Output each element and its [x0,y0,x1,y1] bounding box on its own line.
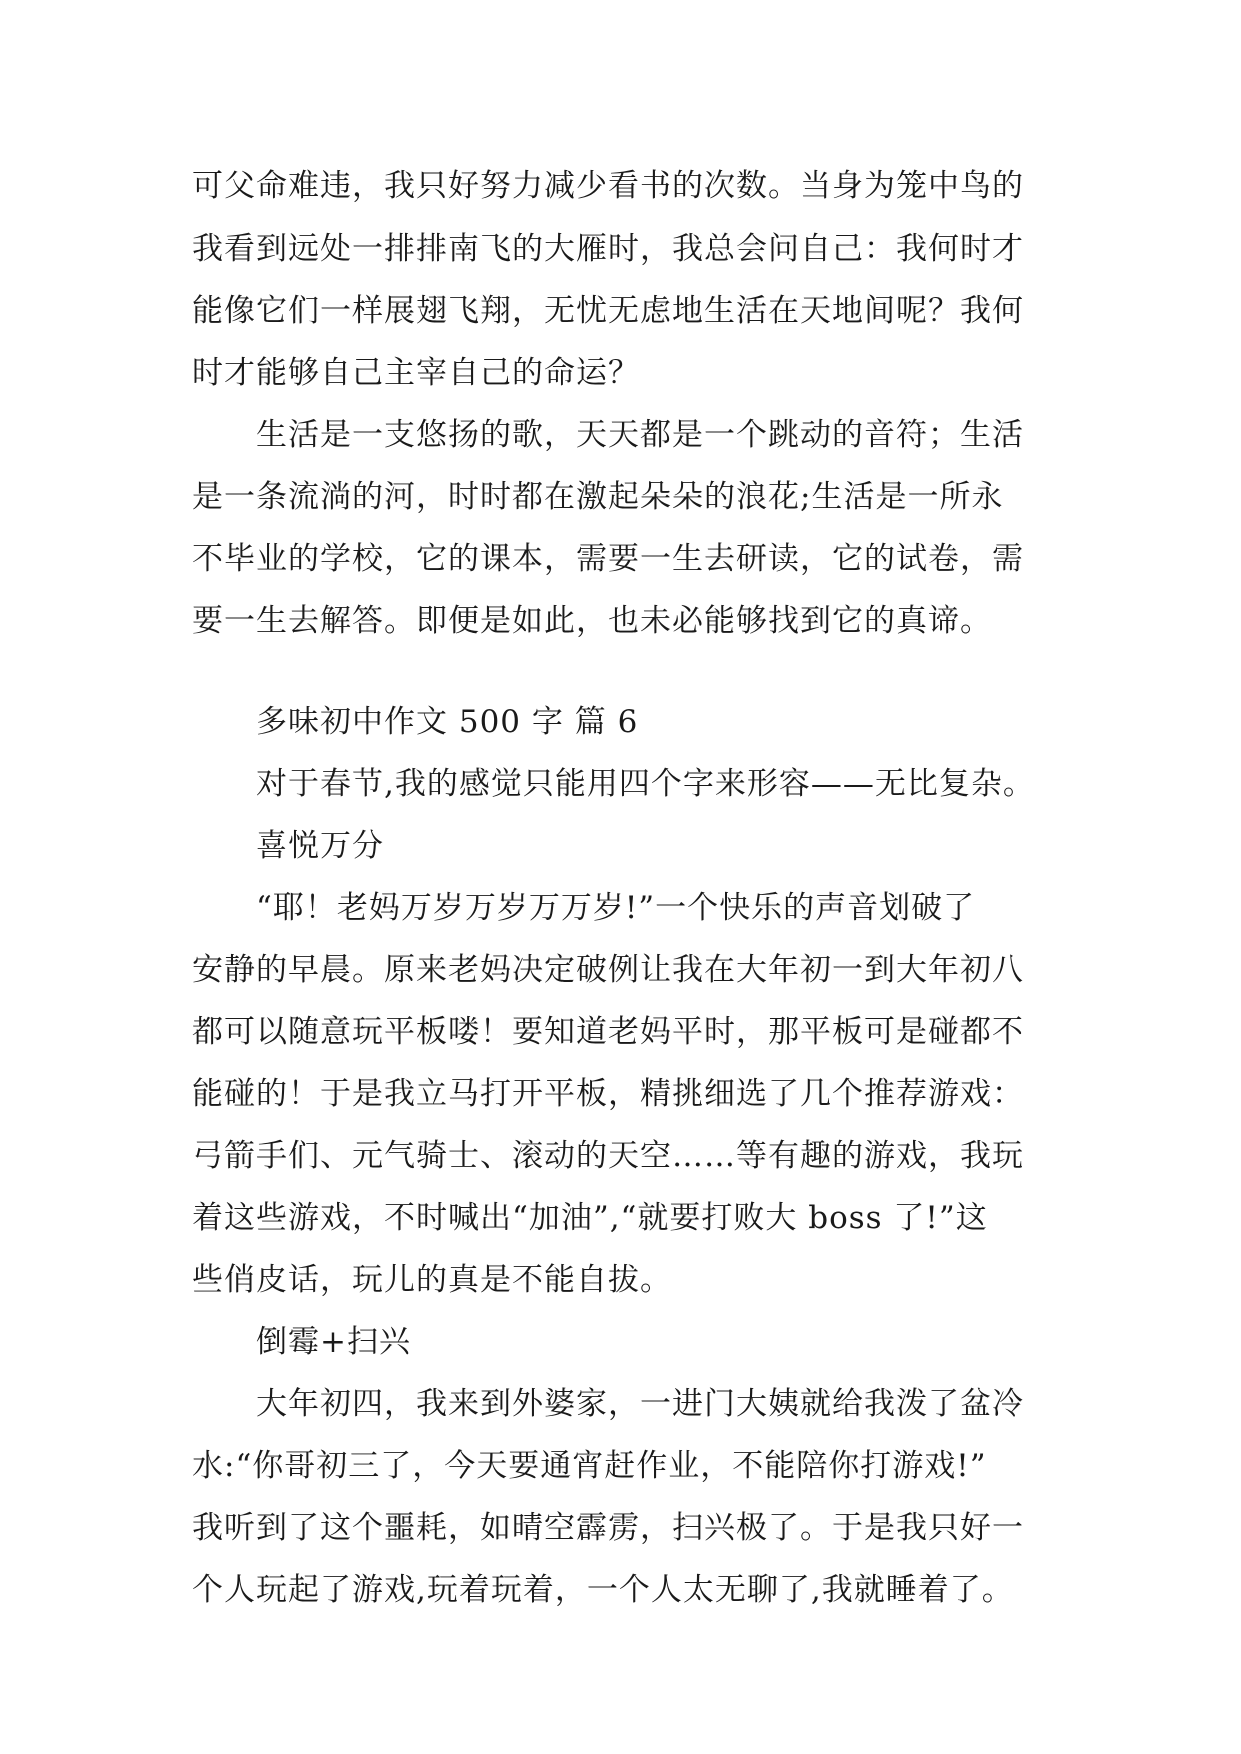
paragraph-line: 要一生去解答。即便是如此，也未必能够找到它的真谛。 [192,603,992,639]
paragraph-line: 弓箭手们、元气骑士、滚动的天空……等有趣的游戏，我玩 [192,1138,1024,1174]
paragraph-line: 些俏皮话，玩儿的真是不能自拔。 [192,1262,672,1298]
paragraph-line: 安静的早晨。原来老妈决定破例让我在大年初一到大年初八 [192,952,1024,988]
paragraph-line: 生活是一支悠扬的歌，天天都是一个跳动的音符；生活 [256,417,1024,453]
paragraph-line: 是一条流淌的河，时时都在激起朵朵的浪花;生活是一所永 [192,479,1004,515]
paragraph-line: 可父命难违，我只好努力减少看书的次数。当身为笼中鸟的 [192,168,1024,204]
paragraph-line: 水:“你哥初三了，今天要通宵赶作业，不能陪你打游戏!” [192,1448,987,1484]
paragraph-line: 不毕业的学校，它的课本，需要一生去研读，它的试卷，需 [192,541,1024,577]
paragraph-line: 能碰的！于是我立马打开平板，精挑细选了几个推荐游戏： [192,1076,1024,1112]
paragraph-line: 都可以随意玩平板喽！要知道老妈平时，那平板可是碰都不 [192,1014,1024,1050]
section-heading: 多味初中作文 500 字 篇 6 [256,704,639,740]
paragraph-line: 大年初四，我来到外婆家，一进门大姨就给我泼了盆冷 [256,1386,1024,1422]
paragraph-line: 个人玩起了游戏,玩着玩着，一个人太无聊了,我就睡着了。 [192,1572,1014,1608]
subheading: 倒霉+扫兴 [256,1324,411,1360]
paragraph-line: 对于春节,我的感觉只能用四个字来形容——无比复杂。 [256,766,1035,802]
subheading: 喜悦万分 [256,828,384,864]
paragraph-line: 我听到了这个噩耗，如晴空霹雳，扫兴极了。于是我只好一 [192,1510,1024,1546]
paragraph-line: 时才能够自己主宰自己的命运？ [192,355,640,391]
paragraph-line: 着这些游戏，不时喊出“加油”,“就要打败大 boss 了!”这 [192,1200,988,1236]
paragraph-line: 能像它们一样展翅飞翔，无忧无虑地生活在天地间呢？我何 [192,293,1024,329]
paragraph-line: 我看到远处一排排南飞的大雁时，我总会问自己：我何时才 [192,231,1024,267]
paragraph-line: “耶！老妈万岁万岁万万岁!”一个快乐的声音划破了 [256,890,976,926]
